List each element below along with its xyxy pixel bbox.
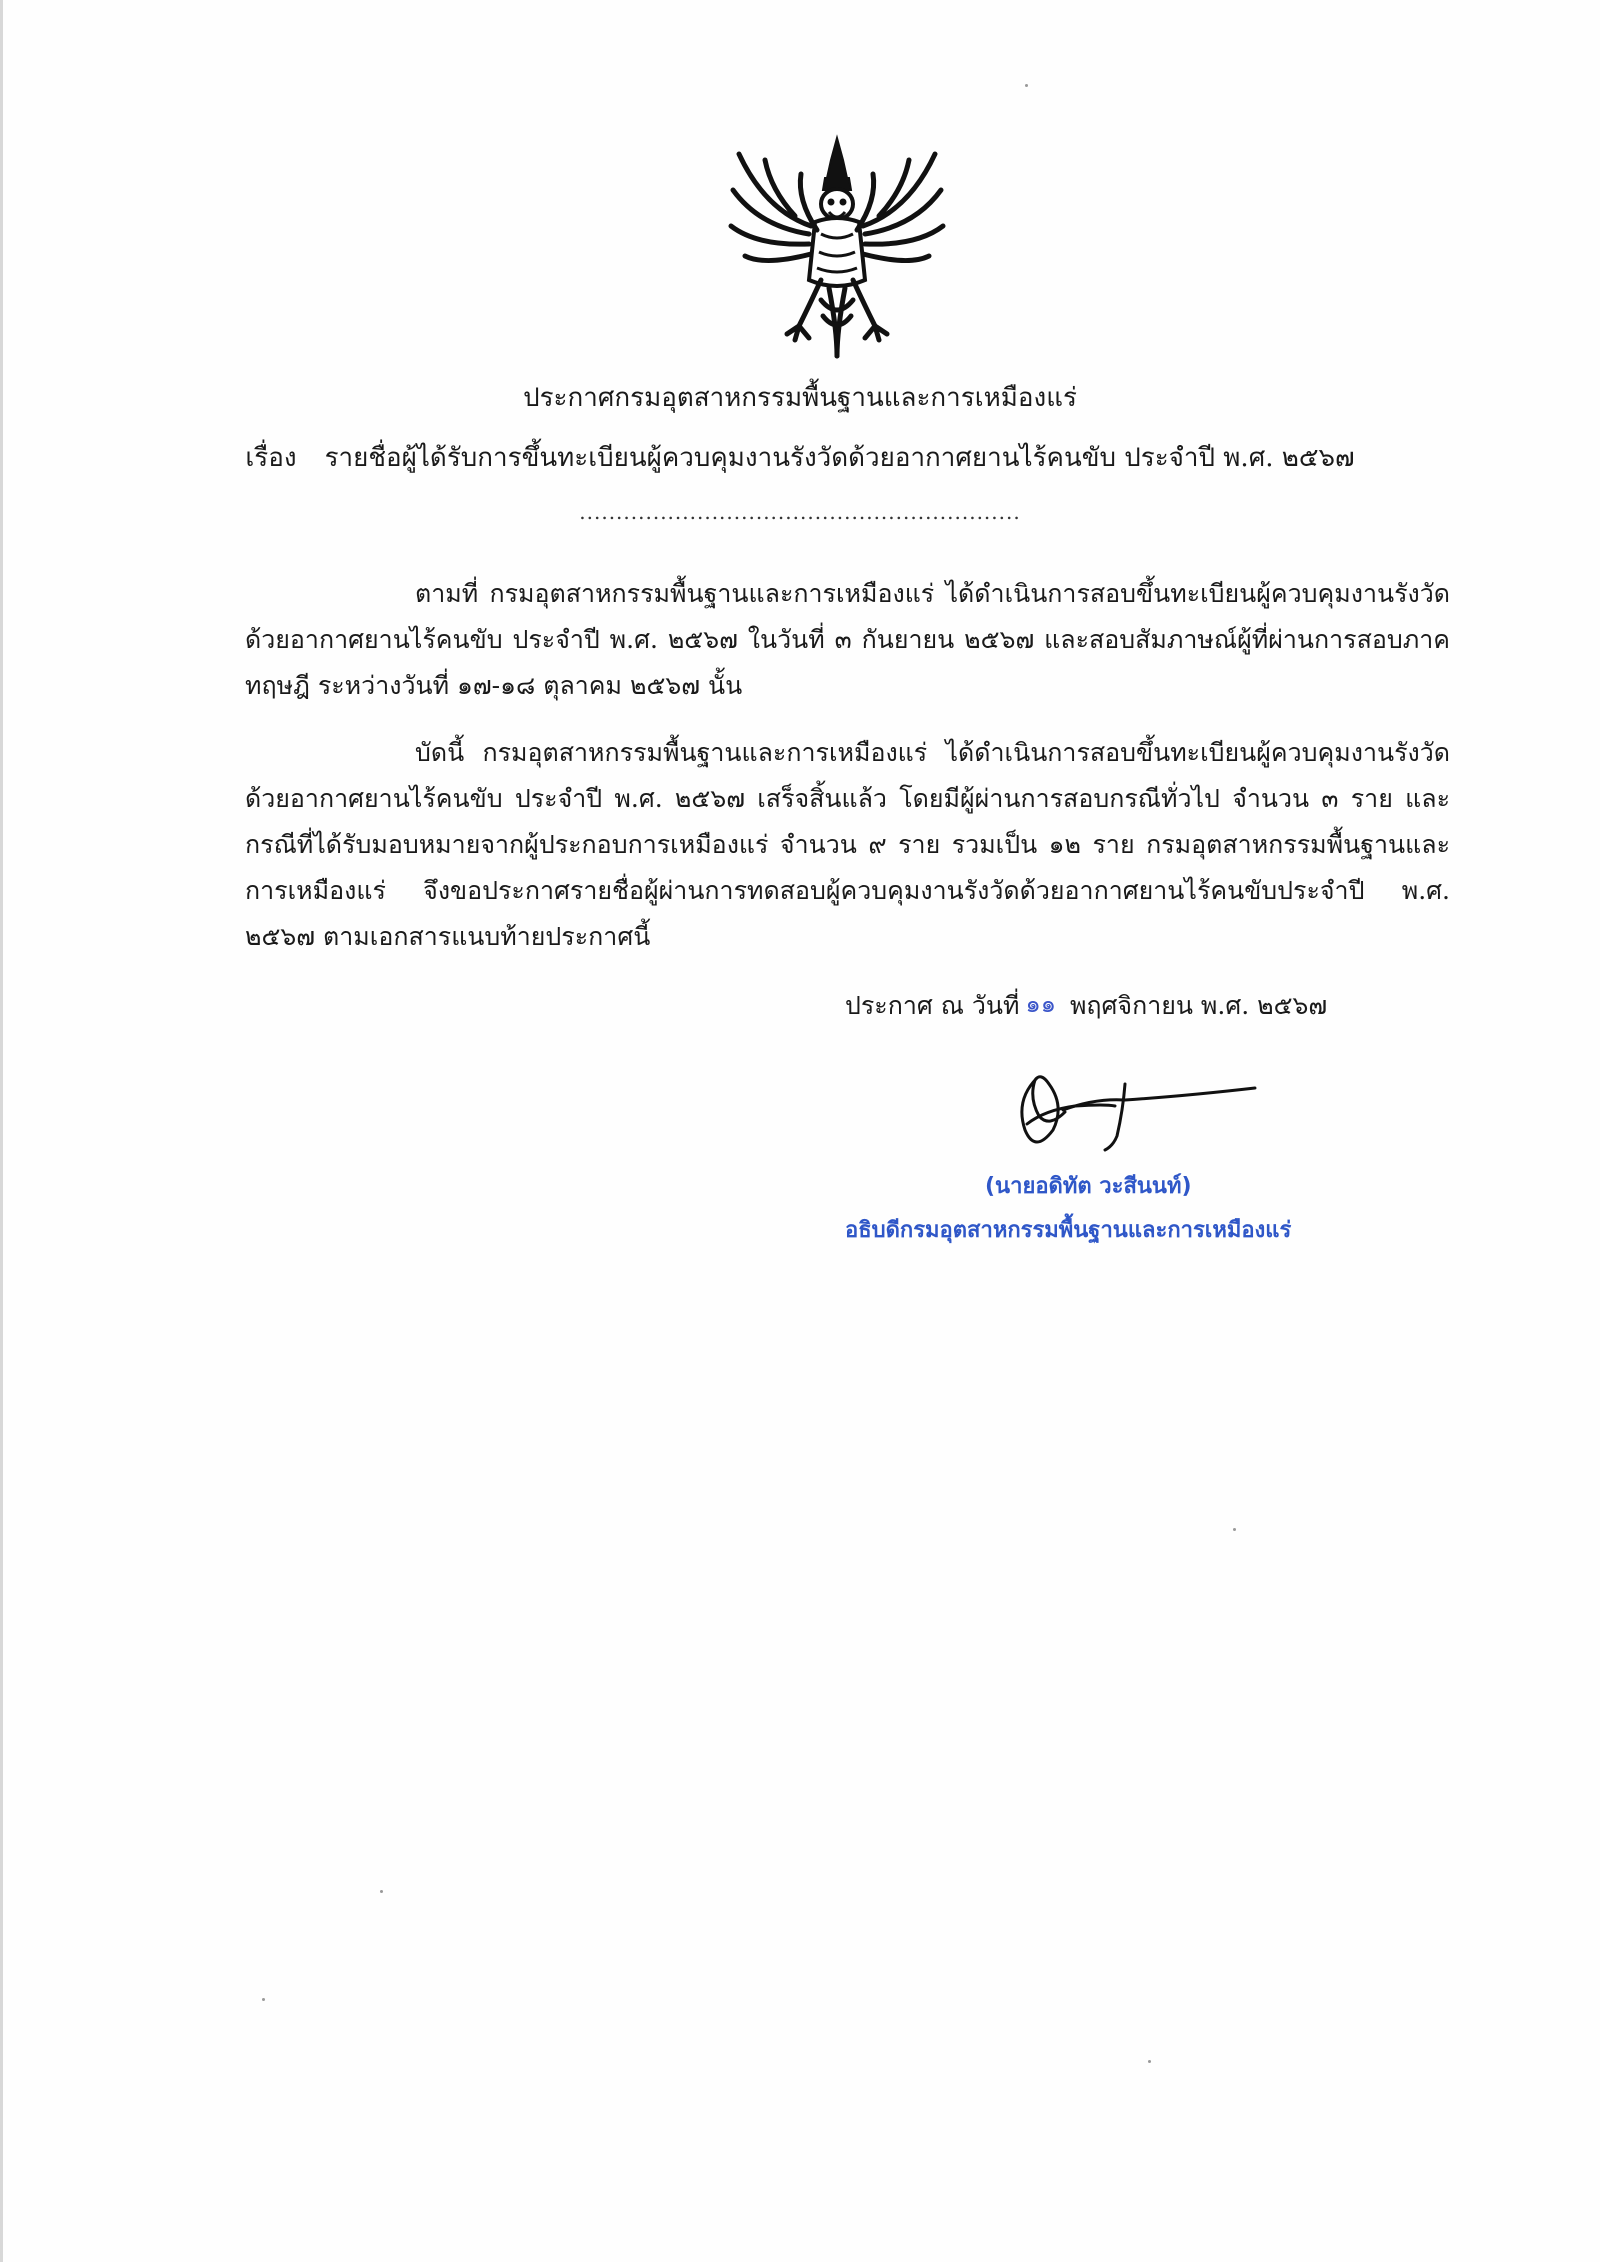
announcement-subject [0,438,1600,478]
scan-speck [1025,84,1028,87]
scan-speck [262,1998,265,2001]
announcement-date [845,986,1327,1026]
date-prefix: ประกาศ ณ วันที่ [845,991,1020,1020]
garuda-emblem-icon [725,130,950,360]
subject-text: รายชื่อผู้ได้รับการขึ้นทะเบียนผู้ควบคุมงานรังวัดด้วยอากาศยานไร้คนขับ ประจำปี พ.ศ. ๒๕๖๗ [324,443,1355,473]
scan-speck [1148,2060,1151,2063]
handwritten-day: ๑๑ [1025,990,1056,1018]
handwritten-signature [1005,1050,1265,1160]
scan-speck [1233,1528,1236,1531]
signatory-position: อธิบดีกรมอุตสาหกรรมพื้นฐานและการเหมืองแร่ [845,1218,1292,1243]
body-paragraph-1: ตามที่ กรมอุตสาหกรรมพื้นฐานและการเหมืองแร่ ได้ดำเนินการสอบขึ้นทะเบียนผู้ควบคุมงานรังวัดด้วยอากาศยานไร้คนขับ ประจำปี พ.ศ. ๒๕๖๗ ในวันที่ ๓ กันยายน ๒๕๖๗ และสอบสัมภาษณ์ผู้ที่ผ่านการสอบภาคทฤษฎี ระหว่างวันที่ ๑๗-๑๘ ตุลาคม ๒๕๖๗ นั้น [245,579,1450,700]
scan-speck [380,1890,383,1893]
subject-label: เรื่อง [245,443,297,473]
announcement-title: ประกาศกรมอุตสาหกรรมพื้นฐานและการเหมืองแร่ [523,383,1077,413]
body-paragraph-2: บัดนี้ กรมอุตสาหกรรมพื้นฐานและการเหมืองแร่ ได้ดำเนินการสอบขึ้นทะเบียนผู้ควบคุมงานรังวัดด้วยอากาศยานไร้คนขับ ประจำปี พ.ศ. ๒๕๖๗ เสร็จสิ้นแล้ว โดยมีผู้ผ่านการสอบกรณีทั่วไป จำนวน ๓ ราย และกรณีที่ได้รับมอบหมายจากผู้ประกอบการเหมืองแร่ จำนวน ๙ ราย รวมเป็น ๑๒ ราย กรมอุตสาหกรรมพื้นฐานและการเหมืองแร่ จึงขอประกาศรายชื่อผู้ผ่านการทดสอบผู้ควบคุมงานรังวัดด้วยอากาศยานไร้คนขับประจำปี พ.ศ. ๒๕๖๗ ตามเอกสารแนบท้ายประกาศนี้ [245,738,1450,951]
signatory-name: (นายอดิทัต วะสีนนท์) [985,1174,1192,1199]
date-month-year: พฤศจิกายน พ.ศ. ๒๕๖๗ [1069,991,1328,1020]
scan-edge [0,0,3,2262]
dotted-divider: ............................................................ [579,500,1021,524]
